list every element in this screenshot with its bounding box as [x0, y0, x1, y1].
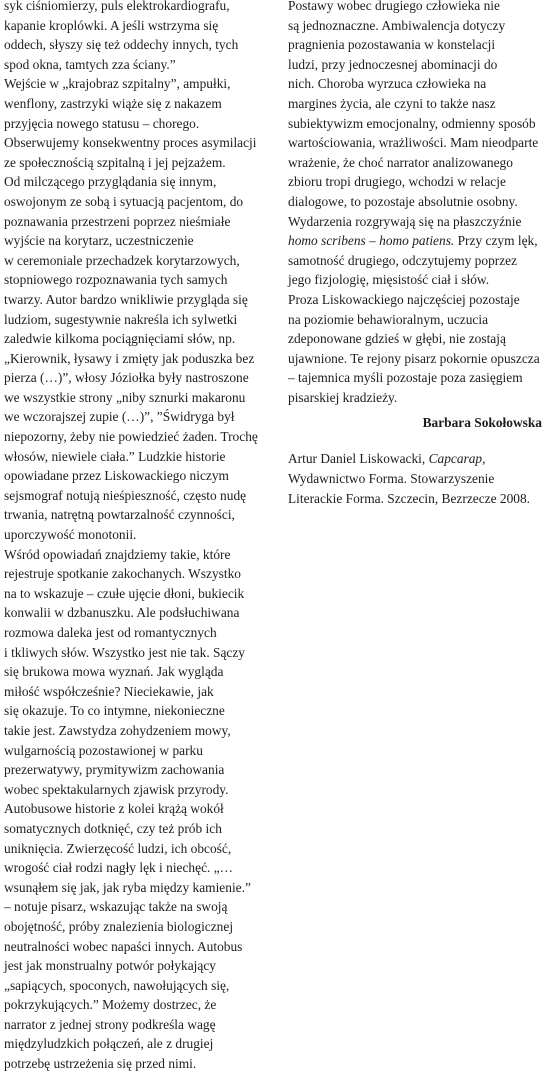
text-line: ludziom, sugestywnie nakreśla ich sylwetki — [4, 311, 238, 327]
text-line: we wczorajszej zupie (…)”, ”Świdryga był — [4, 409, 235, 425]
text-line: Autobusowe historie z kolei krążą wokół — [4, 801, 224, 817]
text-line: Obserwujemy konsekwentny proces asymilacji — [4, 135, 257, 151]
text-line: kapanie kroplówki. A jeśli wstrzyma się — [4, 17, 219, 33]
text-line: uporczywość monotonii. — [4, 527, 137, 543]
text-line: wrogość ciał rodzi nagły lęk i niechęć. „… — [4, 860, 234, 876]
text-line: subiektywizm emocjonalny, odmienny sposób — [288, 115, 536, 131]
text-line: przyjęcia nowego statusu – chorego. — [4, 115, 200, 131]
text-line: wrażenie, że choć narrator analizowanego — [288, 154, 513, 170]
text-line: wulgarnością pozostawionej w parku — [4, 742, 203, 758]
text-line: dialogowe, to pozostaje absolutnie osobny. — [288, 193, 518, 209]
text-line: ze społecznością szpitalną i jej pejzażem. — [4, 154, 226, 170]
text-line: ujawnione. Te rejony pisarz pokornie opuszcza — [288, 350, 540, 366]
text-line: pokrzykujących.” Możemy dostrzec, że — [4, 997, 217, 1013]
text-line: rejestruje spotkanie zakochanych. Wszystko — [4, 566, 241, 582]
book-author: Artur Daniel Liskowacki, — [288, 451, 429, 467]
text-line: jest jak monstrualny potwór połykający — [4, 958, 216, 974]
text-line: włosów, niewiele ciała.” Ludzkie historie — [4, 448, 226, 464]
text-fragment: , — [482, 451, 486, 467]
text-line: Wśród opowiadań znajdziemy takie, które — [4, 546, 231, 562]
text-line: stopniowego rozpoznawania tych samych — [4, 272, 228, 288]
text-line: – notuje pisarz, wskazując także na swoją — [4, 899, 228, 915]
text-line: jego fizjologię, mięsistość ciał i słów. — [288, 272, 490, 288]
text-line: potrzebę ustrzeżenia się przed nimi. — [4, 1056, 197, 1072]
bibliography-line — [288, 449, 546, 469]
text-line: trwania, natrętną powtarzalność czynności, — [4, 507, 235, 523]
text-line: wyjście na korytarz, uczestniczenie — [4, 233, 194, 249]
text-line: miłość współcześnie? Nieciekawie, jak — [4, 683, 214, 699]
text-line: prezerwatywy, prymitywizm zachowania — [4, 762, 225, 778]
text-line: wenflony, zastrzyki wiąże się z nakazem — [4, 95, 222, 111]
text-line: uniknięcia. Zwierzęcość ludzi, ich obcość, — [4, 840, 232, 856]
text-line: się brukowa mowa wyznań. Jak wygląda — [4, 664, 224, 680]
text-line: obojętność, próby znalezienia biologicznej — [4, 918, 234, 934]
text-line: we wszystkie strony „niby sznurki makaronu — [4, 389, 246, 405]
text-line: zaledwie kilkoma pociągnięciami słów, np. — [4, 331, 236, 347]
text-line: twarzy. Autor bardzo wnikliwie przygląda się — [4, 291, 248, 307]
text-line: niepozorny, żeby nie powiedzieć żaden. Trochę — [4, 429, 258, 445]
review-paragraph-continued — [288, 251, 546, 408]
italic-phrase: homo scribens – homo patiens. — [288, 233, 455, 249]
text-line: na to wskazuje – czułe ujęcie dłoni, bukiecik — [4, 585, 245, 601]
right-column — [288, 0, 546, 508]
text-line: pragnienia pozostawania w konstelacji — [288, 37, 496, 53]
text-fragment: Przy czym lęk, — [454, 233, 538, 249]
book-title: Capcarap — [428, 451, 483, 467]
text-line: Wydarzenia rozgrywają się na płaszczyźnie — [288, 213, 522, 229]
text-line: – tajemnica myśli pozostaje poza zasięgiem — [288, 370, 523, 386]
text-line: pierza (…)”, włosy Józiołka były nastroszone — [4, 370, 249, 386]
text-line: ludzi, przy jednoczesnej abominacji do — [288, 56, 498, 72]
author-signature: Barbara Sokołowska — [422, 415, 542, 431]
text-line: samotność drugiego, odczytujemy poprzez — [288, 252, 518, 268]
text-line — [288, 231, 546, 251]
text-line: na poziomie behawioralnym, uczucia — [288, 311, 489, 327]
text-line: oddech, słyszy się też oddechy innych, tych — [4, 37, 239, 53]
left-column — [4, 0, 266, 1074]
text-line: i tkliwych słów. Wszystko jest nie tak. Sączy — [4, 644, 245, 660]
text-line: konwalii w dzbanuszku. Ale podsłuchiwana — [4, 605, 240, 621]
text-line: neutralności wobec napaści innych. Autobus — [4, 938, 243, 954]
spacer — [288, 433, 546, 449]
bibliography-line: Literackie Forma. Szczecin, Bezrzecze 2008. — [288, 490, 531, 506]
text-line: wobec spektakularnych zjawisk przyrody. — [4, 781, 229, 797]
text-line: nich. Choroba wyrzuca człowieka na — [288, 76, 487, 92]
text-line: margines życia, ale czyni to także nasz — [288, 95, 496, 111]
bibliography — [288, 449, 546, 508]
text-line: wsunąłem się jak, jak ryba między kamienie.” — [4, 879, 251, 895]
text-line: takie jest. Zawstydza zohydzeniem mowy, — [4, 722, 231, 738]
text-line: syk ciśniomierzy, puls elektrokardiografu, — [4, 0, 230, 13]
text-line: pisarskiej kradzieży. — [288, 389, 398, 405]
text-line: oswojonym ze sobą i sytuacją pacjentom, do — [4, 193, 244, 209]
text-line: narrator z jednej strony podkreśla wagę — [4, 1016, 216, 1032]
text-line: „sapiących, spoconych, nawołujących się, — [4, 977, 230, 993]
text-line: rozmowa daleka jest od romantycznych — [4, 625, 217, 640]
text-line: „Kierownik, łysawy i zmięty jak poduszka bez — [4, 350, 255, 366]
bibliography-line: Wydawnictwo Forma. Stowarzyszenie — [288, 471, 495, 487]
text-line: Proza Liskowackiego najczęściej pozostaje — [288, 291, 520, 307]
text-line: zbioru tropi drugiego, wchodzi w relacje — [288, 174, 506, 190]
text-line: opowiadane przez Liskowackiego niczym — [4, 468, 229, 484]
text-line: w ceremoniale przechadzek korytarzowych, — [4, 252, 240, 268]
text-line: poznawania przestrzeni poprzez nieśmiałe — [4, 213, 231, 229]
text-line: są jednoznaczne. Ambiwalencja dotyczy — [288, 17, 506, 33]
text-line: Od milczącego przyglądania się innym, — [4, 174, 217, 190]
text-line: wartościowania, wrażliwości. Mam nieodparte — [288, 135, 539, 151]
review-paragraph — [288, 0, 546, 231]
text-line: międzyludzkich połączeń, ale z drugiej — [4, 1036, 214, 1052]
text-line: zdeponowane gdzieś w głębi, nie zostają — [288, 331, 506, 347]
text-line: Wejście w „krajobraz szpitalny”, ampułki, — [4, 76, 231, 92]
text-line: się okazuje. To co intymne, niekonieczne — [4, 703, 225, 719]
text-line: sejsmograf notują nieśpieszność, często nudę — [4, 487, 247, 503]
text-line: spod okna, tamtych zza ściany.” — [4, 56, 176, 72]
text-line: Postawy wobec drugiego człowieka nie — [288, 0, 500, 13]
text-line: somatycznych dotknięć, czy też prób ich — [4, 820, 222, 836]
